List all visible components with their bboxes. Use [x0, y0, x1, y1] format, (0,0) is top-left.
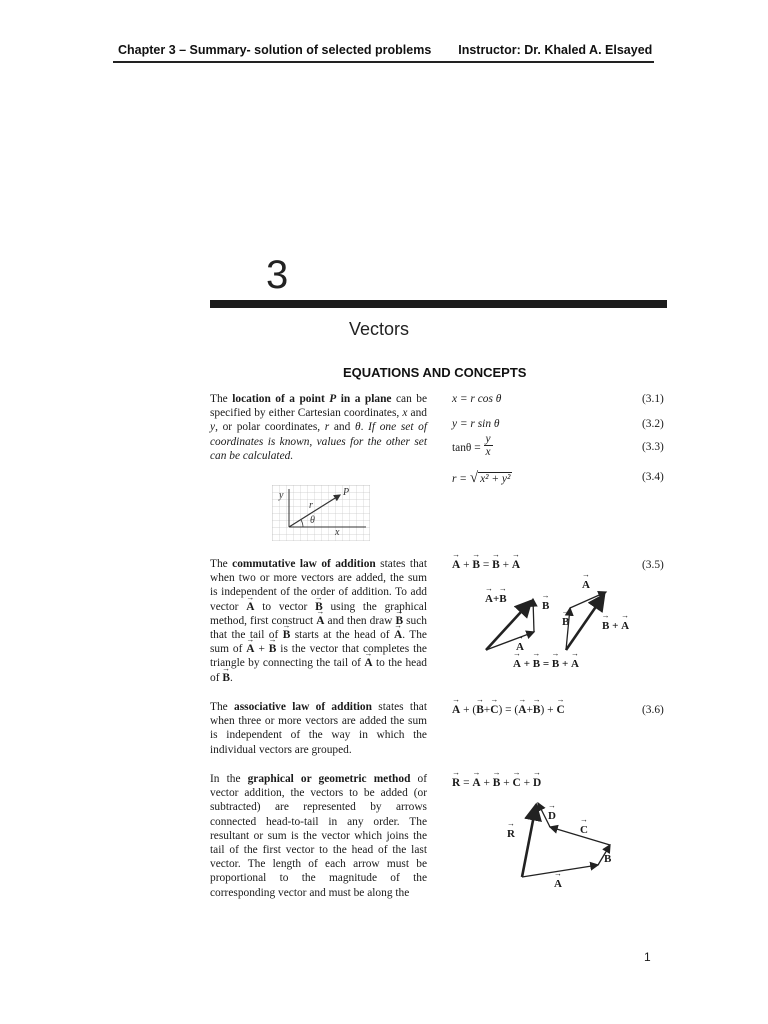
- p2-text: The: [210, 558, 233, 570]
- operator: +: [547, 704, 554, 716]
- equation-number: (3.1): [642, 393, 664, 405]
- vector-symbol: → A: [452, 559, 460, 571]
- polar-coordinate-figure: [272, 485, 370, 541]
- fig2-label-bplusa: [602, 620, 629, 632]
- vector-symbol: → D: [533, 777, 541, 789]
- p3-text: The: [210, 701, 235, 713]
- p3-text: states that when three or more vectors are added the sum is independent of the way in which the individual vectors are grouped.: [210, 701, 427, 756]
- vector-symbol: → B: [472, 559, 480, 571]
- operator: (: [514, 704, 519, 716]
- vector-symbol: → B: [492, 559, 500, 571]
- vector-symbol: → B: [222, 671, 230, 685]
- vector-symbol: → B: [542, 600, 549, 612]
- page-header: [118, 43, 652, 57]
- equation-number: (3.4): [642, 471, 664, 483]
- vector-symbol: → A: [472, 777, 480, 789]
- operator: +: [561, 658, 569, 670]
- p2-text: and then draw: [324, 614, 396, 627]
- equation-3-4: r = √ x² + y²: [452, 470, 511, 486]
- vector-symbol: → A: [582, 579, 590, 591]
- header-right: Instructor: Dr. Khaled A. Elsayed: [458, 43, 653, 57]
- operator: ): [540, 704, 545, 716]
- eq33-lhs: tanθ =: [452, 442, 484, 454]
- equation-3-2: y = r sin θ: [452, 418, 500, 430]
- vector-symbol: → B: [552, 658, 559, 670]
- operator: +: [612, 620, 619, 632]
- x-label: x: [335, 527, 340, 538]
- vector-symbol: → C: [513, 777, 521, 789]
- vector-symbol: → A: [516, 641, 524, 653]
- vector-symbol: → A: [364, 656, 372, 670]
- p2-text: states that when two or more vectors are added, the sum is independent of the order of addition. To add vector: [210, 558, 427, 613]
- chapter-bar: [210, 300, 667, 308]
- vector-symbol: → D: [548, 810, 556, 822]
- chapter-title: Vectors: [349, 319, 410, 339]
- vector-symbol: → A: [554, 878, 562, 890]
- equation-number: (3.5): [642, 559, 664, 571]
- operator: +: [526, 704, 533, 716]
- eq33-denominator: x: [485, 446, 491, 458]
- vector-symbol: → A: [246, 600, 254, 614]
- operator: +: [492, 593, 500, 605]
- vector-symbol: → B: [283, 628, 291, 642]
- p1-italic: y: [210, 421, 216, 434]
- fig3-label-r: [507, 828, 515, 840]
- p1-text: and: [329, 421, 355, 434]
- p3-bold: associative law of addition: [234, 701, 372, 713]
- operator: +: [523, 777, 531, 789]
- operator: =: [482, 559, 490, 571]
- operator: =: [463, 777, 470, 789]
- equation-resultant: [452, 777, 541, 789]
- y-label: y: [279, 490, 284, 501]
- p1-text: can be specified by either Cartesian coordinates,: [210, 393, 427, 420]
- vector-symbol: → C: [556, 704, 564, 716]
- vector-symbol: → B: [602, 620, 609, 632]
- vector-symbol: → B: [562, 616, 569, 628]
- fig2-caption: [513, 658, 579, 670]
- operator: (: [472, 704, 477, 716]
- p1-italic: r: [324, 421, 330, 434]
- operator: =: [542, 658, 550, 670]
- p1-text: , or polar coordinates,: [215, 421, 325, 434]
- vector-symbol: → B: [533, 658, 540, 670]
- p4-bold: graphical or geometric method: [247, 773, 411, 785]
- operator: +: [483, 704, 491, 716]
- polygon-method-figure: [512, 797, 622, 882]
- p2-text: to vector: [254, 600, 316, 613]
- equation-3-6: [452, 704, 565, 716]
- p2-text: such that the tail of: [210, 614, 427, 642]
- p1-bold: location of a point: [232, 393, 330, 405]
- p1-italic: θ: [354, 421, 361, 434]
- vector-symbol: → A: [452, 704, 460, 716]
- fig2-label-a2: [582, 579, 590, 591]
- p2-text: starts at the head of: [290, 629, 394, 642]
- p4-text: In the: [210, 773, 248, 785]
- operator: =: [505, 704, 512, 716]
- vector-symbol: → B: [269, 642, 277, 656]
- p2-text: .: [229, 671, 233, 684]
- vector-symbol: → A: [571, 658, 579, 670]
- vector-symbol: → A: [513, 658, 521, 670]
- page-number: 1: [644, 950, 651, 964]
- section-title: EQUATIONS AND CONCEPTS: [343, 365, 527, 380]
- equation-number: (3.6): [642, 704, 664, 716]
- vector-symbol: → B: [533, 704, 541, 716]
- vector-symbol: → B: [493, 777, 501, 789]
- vector-symbol: → A: [512, 559, 520, 571]
- vector-symbol: → A: [394, 628, 402, 642]
- operator: +: [502, 559, 510, 571]
- eq34-radicand: x² + y²: [480, 473, 511, 485]
- paragraph-location-of-point: [210, 392, 427, 463]
- vector-symbol: → B: [395, 614, 403, 628]
- p4-text: of vector addition, the vectors to be added (or subtracted) are represented by arrows connected head-to-tail in any order. The resultant or sum is the vector which joins the tail of the first vector to the head of the last vector. The length of each arrow must be proportional to the magnitude of the corresponding vector and must be along the: [210, 773, 427, 899]
- operator: +: [503, 777, 510, 789]
- r-label: r: [309, 500, 313, 511]
- vector-symbol: → A: [316, 614, 324, 628]
- fig3-label-b: [604, 853, 611, 865]
- equation-3-3: [452, 433, 493, 458]
- p1-italic: P: [329, 393, 337, 405]
- vector-symbol: → R: [452, 777, 460, 789]
- fig3-label-d: [548, 810, 556, 822]
- fig2-label-b2: [562, 616, 569, 628]
- p1-bold: in a plane: [336, 393, 392, 405]
- p1-italic: If one set of coordinates is known, values for the other set can be calculated.: [210, 421, 427, 462]
- vector-symbol: → A: [485, 593, 493, 605]
- header-rule: [113, 61, 654, 63]
- operator: +: [483, 777, 490, 789]
- p-label: P: [343, 487, 350, 498]
- operator: ): [498, 704, 503, 716]
- paragraph-commutative-law: [210, 557, 427, 685]
- vector-symbol: → A: [246, 642, 254, 656]
- vector-symbol: → A: [621, 620, 629, 632]
- p2-bold: commutative law of addition: [232, 558, 376, 570]
- eq34-lhs: r =: [452, 473, 470, 485]
- chapter-number: 3: [266, 253, 289, 297]
- fig2-label-aplusb: [485, 593, 507, 605]
- p1-text: .: [360, 421, 369, 434]
- p1-text: The: [210, 393, 233, 405]
- theta-label: θ: [310, 515, 315, 526]
- equation-number: (3.2): [642, 418, 664, 430]
- vector-symbol: → B: [476, 704, 484, 716]
- eq33-numerator: y: [485, 433, 491, 445]
- vector-symbol: → R: [507, 828, 515, 840]
- paragraph-graphical-method: [210, 772, 427, 900]
- p2-text: using the graphical method, first construct: [210, 600, 427, 627]
- p2-text: +: [254, 643, 269, 656]
- operator: +: [463, 559, 470, 571]
- vector-symbol: → C: [580, 824, 588, 836]
- vector-symbol: → B: [315, 600, 323, 614]
- p2-text: to the head of: [210, 657, 427, 684]
- p2-text: is the vector that completes the triangle by connecting the tail of: [210, 643, 427, 670]
- vector-symbol: → A: [518, 704, 526, 716]
- operator: +: [463, 704, 470, 716]
- header-left: Chapter 3 – Summary- solution of selected problems: [118, 43, 432, 57]
- p2-text: . The sum of: [210, 629, 427, 656]
- p1-italic: x: [402, 407, 408, 420]
- fig2-label-b: [542, 600, 549, 612]
- p1-text: and: [407, 407, 427, 420]
- equation-number: (3.3): [642, 441, 664, 453]
- vector-symbol: → C: [490, 704, 498, 716]
- paragraph-associative-law: [210, 700, 427, 757]
- fig3-label-a: [554, 878, 562, 890]
- fig3-label-c: [580, 824, 588, 836]
- equation-3-5: [452, 559, 520, 571]
- vector-symbol: → B: [604, 853, 611, 865]
- vector-symbol: → B: [499, 593, 506, 605]
- equation-3-1: x = r cos θ: [452, 393, 502, 405]
- operator: +: [523, 658, 530, 670]
